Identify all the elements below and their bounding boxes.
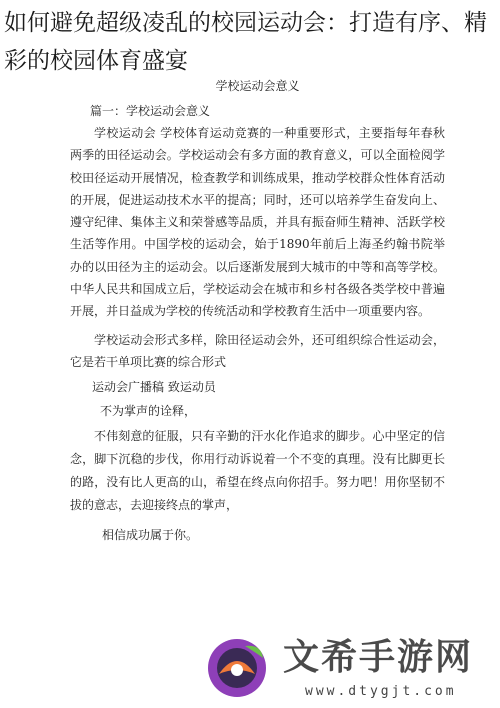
document-title: 学校运动会意义	[215, 79, 300, 93]
paragraph-3: 不伟刻意的征服，只有辛勤的汗水化作追求的脚步。心中坚定的信念，脚下沉稳的步伐，你用行动诉说着一个不变的真理。没有比脚更长的路，没有比人更高的山，希望在终点向你招手。努力吧！用你坚韧不拔的意志，去迎接终点的掌声，	[70, 429, 445, 513]
verse-line: 不为掌声的诠释，	[100, 404, 197, 419]
paragraph-2: 学校运动会形式多样，除田径运动会外，还可组织综合性运动会，它是若干单项比赛的综合形式	[70, 332, 445, 369]
watermark-url: www.dtygjt.com	[305, 684, 457, 699]
broadcast-heading: 运动会广播稿 致运动员	[92, 380, 216, 395]
watermark	[205, 632, 500, 708]
paragraph-1: 学校运动会 学校体育运动竞赛的一种重要形式，主要指每年春秋两季的田径运动会。学校运动会有多方面的教育意义，可以全面检阅学校田径运动开展情况，检查教学和训练成果，推动学校群众性体育活动的开展，促进运动技术水平的提高；同时，还可以培养学生奋发向上、遵守纪律、集体主义和荣誉感等品质，并具有振奋师生精神、活跃学校生活等作用。中国学校的运动会，始于1890年前后上海圣约翰书院举办的以田径为主的运动会。以后逐渐发展到大城市的中等和高等学校。中华人民共和国成立后，学校运动会在城市和乡村各级各类学校中普遍开展，并日益成为学校的传统活动和学校教育生活中一项重要内容。	[70, 126, 445, 319]
closing-line: 相信成功属于你。	[102, 528, 199, 543]
section-heading: 篇一：学校运动会意义	[90, 104, 211, 118]
page-title: 如何避免超级凌乱的校园运动会：打造有序、精彩的校园体育盛宴	[4, 10, 487, 74]
watermark-logo-icon	[205, 636, 269, 700]
watermark-text: 文希手游网	[283, 637, 474, 678]
document-scan	[70, 78, 445, 547]
